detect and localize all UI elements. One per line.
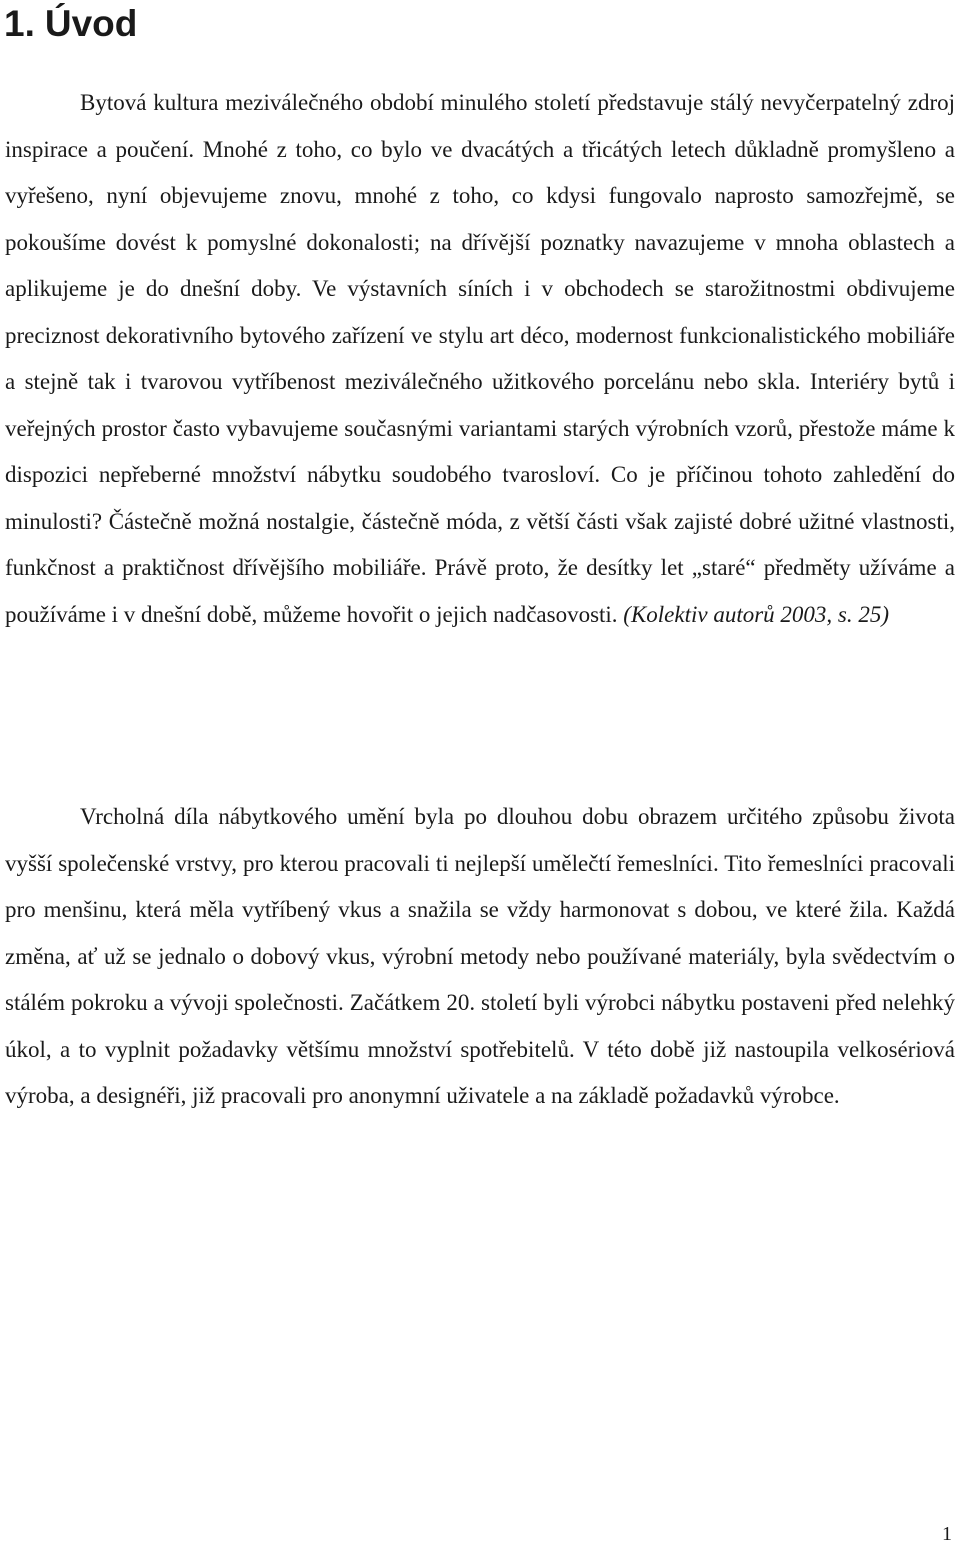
paragraph-furniture	[5, 794, 955, 1120]
page-number: 1	[942, 1523, 952, 1545]
chapter-title: Úvod	[44, 3, 138, 44]
chapter-number: 1.	[4, 3, 35, 44]
paragraph-intro-text: Bytová kultura meziválečného období minulého století představuje stálý nevyčerpatelný zdroj inspirace a poučení. Mnohé z toho, co bylo ve dvacátých a třicátých letech důkladně promyšleno a vyřešeno, nyní objevujeme znovu, mnohé z toho, co kdysi fungovalo naprosto samozřejmě, se pokoušíme dovést k pomyslné dokonalosti; na dřívější poznatky navazujeme v mnoha oblastech a aplikujeme je do dnešní doby. Ve výstavních síních i v obchodech se starožitnostmi obdivujeme preciznost dekorativního bytového zařízení ve stylu art déco, modernost funkcionalistického mobiliáře a stejně tak i tvarovou vytříbenost meziválečného užitkového porcelánu nebo skla. Interiéry bytů i veřejných prostor často vybavujeme současnými variantami starých výrobních vzorů, přestože máme k dispozici nepřeberné množství nábytku soudobého tvarosloví. Co je příčinou tohoto zahledění do minulosti? Částečně možná nostalgie, částečně móda, z větší části však zajisté dobré užitné vlastnosti, funkčnost a praktičnost dřívějšího mobiliáře. Právě proto, že desítky let „staré“ předměty užíváme a používáme i v dnešní době, můžeme hovořit o jejich nadčasovosti.	[5, 90, 955, 627]
chapter-heading	[4, 2, 137, 46]
paragraph-intro	[5, 80, 955, 638]
paragraph-furniture-text: Vrcholná díla nábytkového umění byla po dlouhou dobu obrazem určitého způsobu života vyšší společenské vrstvy, pro kterou pracovali ti nejlepší umělečtí řemeslníci. Tito řemeslníci pracovali pro menšinu, která měla vytříbený vkus a snažila se vždy harmonovat s dobou, ve které žila. Každá změna, ať už se jednalo o dobový vkus, výrobní metody nebo používané materiály, byla svědectvím o stálém pokroku a vývoji společnosti. Začátkem 20. století byli výrobci nábytku postaveni před nelehký úkol, a to vyplnit požadavky většímu množství spotřebitelů. V této době již nastoupila velkosériová výroba, a designéři, již pracovali pro anonymní uživatele a na základě požadavků výrobce.	[5, 804, 955, 1108]
citation: (Kolektiv autorů 2003, s. 25)	[623, 601, 890, 627]
